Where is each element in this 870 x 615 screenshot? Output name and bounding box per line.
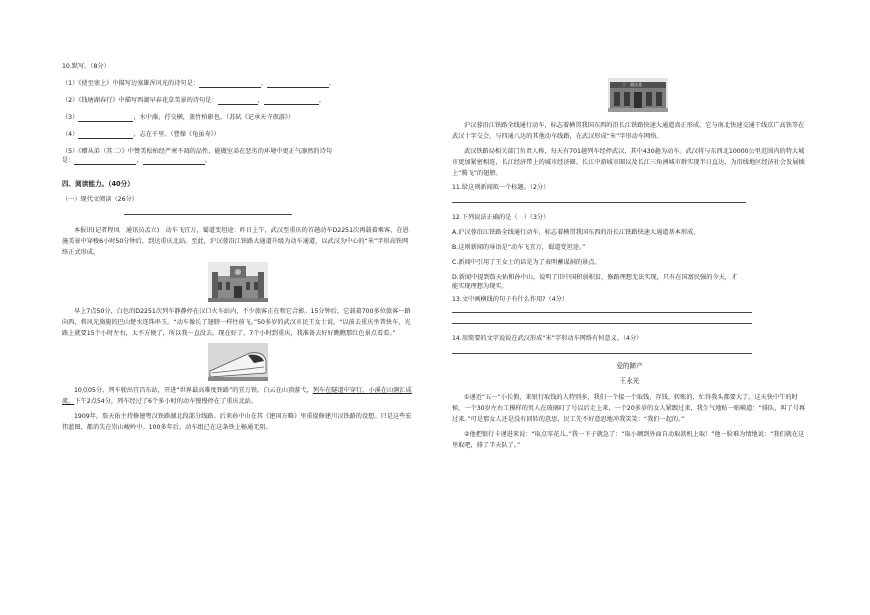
right-column <box>452 78 807 451</box>
question-12: 12.下列说法正确的是（ ）（3分） <box>452 214 550 221</box>
q10-5-label: 是： <box>62 157 75 164</box>
answer-blank[interactable] <box>199 81 261 88</box>
q10-item-1 <box>62 79 414 88</box>
p3-part-d: 下午2点54分，列车经过了6个多小时的动车慢慢停在了重庆北站。 <box>74 398 258 405</box>
q10-2-period: 。 <box>318 97 325 104</box>
answer-blank[interactable] <box>78 132 133 139</box>
underlined-sentence-1: 列车在隧道中穿行。 <box>312 387 369 394</box>
p3-part-a: 10点05分，列车驶出宜昌东站，开进“世界最高难度铁路”的宜万铁。白云在山顶游弋， <box>74 387 313 394</box>
news-paragraph-6: 武汉铁路局相关部门负责人称，每天有701趟列车经停武汉，其中430趟为动车。武汉将与东西北10000公里范围内的特大城市更加紧密相连，长江经济带上的城市经济圈、长江中游城市圈以及长江三角洲城市群实现半日直达，为沿线地区经济社会发展插上“腾飞”的翅膀。 <box>452 148 805 177</box>
answer-blank[interactable] <box>143 158 205 165</box>
p2-part-b: “动车像长了翅膀一样往前飞。”50多岁的武汉市民王女士说， <box>173 319 340 326</box>
q10-item-2 <box>62 96 414 105</box>
news-paragraph-2 <box>62 306 414 339</box>
station-sign-text: 三 重庆北 <box>622 82 642 87</box>
e2-part-f: “我们就在这里取吧，排了半天队了。” <box>452 431 805 449</box>
e2-part-e: 他一脸难为情地说： <box>714 431 771 438</box>
news-paragraph-3 <box>62 385 414 407</box>
hankou-station-photo <box>208 262 268 302</box>
question-14: 14.用简要的文字说说在武汉形成“米”字形动车网络有何意义。（4分） <box>452 335 643 342</box>
left-column <box>62 62 414 433</box>
high-speed-train-photo <box>208 343 268 381</box>
answer-blank[interactable] <box>74 158 136 165</box>
q12-option-c[interactable]: C.新闻中引用了王女士的话是为了表明蓄谋洞的景点。 <box>452 259 601 266</box>
q12-option-a[interactable]: A.沪汉蓉沿江铁路全线通行动车，标志着横贯我国东西的沿长江铁路快速大通道基本形成。 <box>452 229 700 236</box>
essay-title: 爱的蹄产 <box>616 362 643 370</box>
q10-1-text: （1）《使至塞上》中描写边塞雄浑风光的诗句是： <box>62 80 199 87</box>
e2-part-c: 我一下子就急了： <box>571 431 622 438</box>
essay-author: 王永光 <box>619 377 640 385</box>
q12-option-d-cont: 能实现理想为现实。 <box>452 283 508 290</box>
question-13: 13.文中画横线的句子有什么作用?（4分） <box>452 296 569 303</box>
chongqing-north-station-photo <box>608 78 668 112</box>
q10-1-comma: ， <box>260 80 268 87</box>
q10-2-text: （2）《钱塘湖春行》中描写西湖早春花草美景的诗句是： <box>62 97 218 104</box>
section-4-heading: 四、阅读能力。（40分） <box>62 180 134 188</box>
q10-item-3 <box>62 113 414 122</box>
question-10-title: 10.默写。（8分） <box>62 63 110 70</box>
q10-5-period: 。 <box>204 157 211 164</box>
q10-item-5-cont <box>62 156 414 165</box>
q10-2-comma: ， <box>257 97 264 104</box>
q10-4-label: （4） <box>62 131 79 138</box>
question-11: 11.给这则新闻拟一个标题。（2分） <box>452 184 550 191</box>
underlined-sentence-2: 小溪在山涧汇成流。 <box>62 387 412 405</box>
q10-item-5: （5）《赠从弟（其二）》中赞美松柏经严寒不凋的品性，能做室弟在恶劣的环境中更正气凛然的诗句 <box>62 148 332 155</box>
q10-3-text: ，水中藻、荇交横，盖竹柏影也。（苏轼《记承天寺夜游》） <box>133 114 295 121</box>
p2-part-a: 早上7点50分，白色的D2251次列车静静停在汉口火车站内，不少旅客正在和它合影。15分钟后，它载着700多位旅客一路向西，将风光旖旎的巴山楚水连珠串玉。 <box>62 308 411 326</box>
essay-paragraph-1 <box>452 392 807 425</box>
q10-1-period: 。 <box>329 80 336 87</box>
q10-5-comma: ， <box>136 157 143 164</box>
subsection-1-heading: （一）现代文阅读（26分） <box>62 196 138 203</box>
essay-paragraph-2 <box>452 429 807 451</box>
e1-part-a: ①递近“五一”小长假，来银行取钱的人特别多，我们一个接一个取钱、存钱、转账的，忙得我头都要大了。这天快中午的时候，一个30岁左右工模样的男人在玻璃叮了号以后走上来，一个20多岁的女人紧跟过来，我生气地贴一贴嗬道： <box>452 394 798 412</box>
answer-blank[interactable] <box>78 115 133 122</box>
answer-blank[interactable] <box>267 81 329 88</box>
news-paragraph-4: 1909年，詹天佑主持修建粤汉铁路湖北段部分线路。后来孙中山在其《建国方略》里重提修建川汉铁路的设想。只是这些宏伟蓝图，都消失在崇山峻岭中。100多年后，动车组已在这条铁上畅通无阻。 <box>62 413 412 431</box>
e1-part-b: “排队，叫了号再过来。” <box>452 405 806 423</box>
news-paragraph-5: 沪汉蓉沿江铁路全线通行动车，标志着横贯我国东西的沿长江铁路快速大通道真正形成。它与南北快速交通干线京广高铁等在武汉十字交会，与四通八达的其他动车线路，在武汉形成“米”字形动车网络。 <box>452 122 805 140</box>
answer-blank[interactable] <box>218 98 258 105</box>
q12-option-b[interactable]: B.这则新闻的导语是“动车飞宜万，蜀道变坦途。” <box>452 244 586 251</box>
q10-4-text: ，志在千里。（曹操《龟虽寿》） <box>133 131 220 138</box>
q12-option-d[interactable]: D.新闻中提到詹天佑和孙中山，说明了旧中国积弱积贫，修路理想无法实现，只有在国富民强的今天，才 <box>452 274 738 281</box>
e1-part-c: 可是那女人还是没有回转的意思，民工先不好意思地冲我笑笑：“我们一起的。” <box>470 416 685 423</box>
answer-blank[interactable] <box>264 98 319 105</box>
p2-part-c: “以前去重庆坐普快车，光路上就要15个小时左右，太不方便了，所以我一直没去。现在好了，7个小时到重庆，我准备去好好瞧瞧那红色景点看看。” <box>62 319 411 337</box>
news-paragraph-1: 本报讯(记者程凤 通讯员孟立) 动车飞宜万，蜀道变坦途：昨日上午，武汉至重庆的首趟动车D2251次再载着乘客，在恩施美景中穿梭6小时50分钟后，到达重庆北站。至此，沪汉蓉沿江铁路大通道升级为动车通道，以武汉为中心的“米”字形高铁网络正式形成。 <box>62 227 409 256</box>
q10-item-4 <box>62 130 414 139</box>
e2-part-a: ②他把银行卡递进来说： <box>464 431 532 438</box>
e2-part-b: “取点零花儿。” <box>531 431 572 438</box>
e2-part-d: “取小额到外面自动取款机上取！” <box>621 431 715 438</box>
q10-3-label: （3） <box>62 114 79 121</box>
